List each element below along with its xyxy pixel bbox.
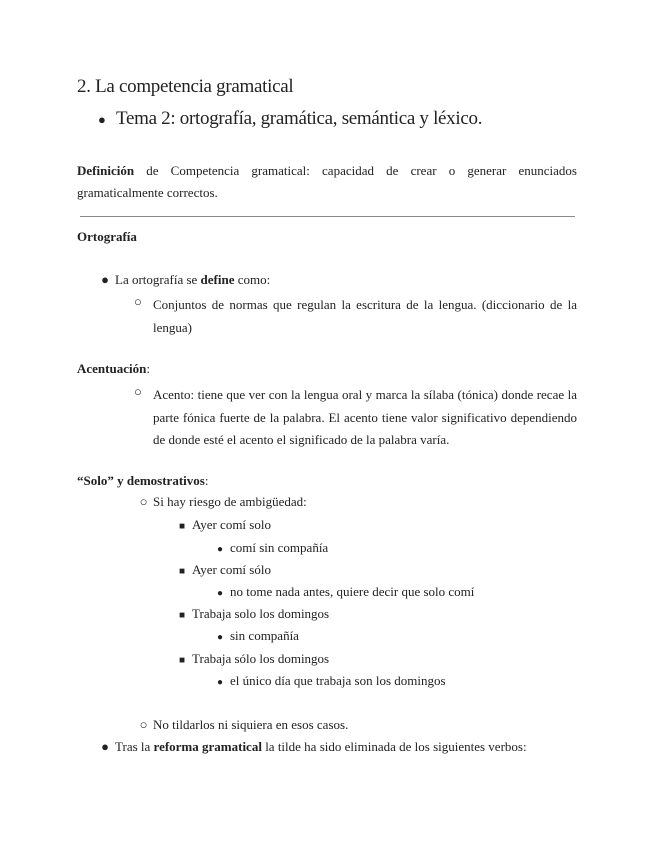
horizontal-divider — [80, 216, 575, 217]
reforma-suffix: la tilde ha sido eliminada de los siguientes verbos: — [261, 739, 527, 754]
acentuacion-sub-bullet: ○ — [134, 384, 142, 399]
risk-bullet: ○ — [139, 494, 148, 509]
example-sentence: Ayer comí sólo — [192, 562, 271, 577]
example-sentence: Ayer comí solo — [192, 517, 271, 532]
meaning-row — [210, 673, 446, 689]
meaning-bullet: ● — [216, 544, 224, 555]
section-heading: 2. La competencia gramatical — [77, 76, 294, 97]
example-sentence: Trabaja solo los domingos — [192, 606, 330, 621]
risk-row — [134, 494, 307, 510]
reforma-list-item — [95, 739, 527, 755]
acentuacion-sub-item: Acento: tiene que ver con la lengua oral y marca la sílaba (tónica) donde recae la parte fónica fuerte de la palabra. El acento tiene valor significativo dependiendo de donde esté el acento el significado de la palabra varía. — [153, 387, 577, 447]
example-meaning: comí sin compañía — [230, 540, 329, 555]
acentuacion-colon: : — [146, 361, 150, 376]
heading-bullet: ● — [98, 112, 106, 127]
topic-heading-row — [98, 108, 482, 130]
meaning-bullet: ● — [216, 588, 224, 599]
ortografia-list-item — [95, 272, 270, 288]
example-meaning: sin compañía — [230, 628, 299, 643]
ortografia-item-prefix: La ortografía se — [115, 272, 201, 287]
square-bullet: ■ — [178, 655, 186, 666]
meaning-row — [210, 540, 328, 556]
reforma-prefix: Tras la — [115, 739, 154, 754]
example-meaning: no tome nada antes, quiere decir que solo comí — [230, 584, 475, 599]
acentuacion-title: Acentuación — [77, 361, 147, 376]
square-bullet: ■ — [178, 566, 186, 577]
definition-term: Definición — [77, 163, 135, 178]
solo-title: “Solo” y demostrativos — [77, 473, 205, 488]
solo-title-row — [77, 473, 208, 489]
example-row — [172, 606, 329, 622]
meaning-bullet: ● — [216, 632, 224, 643]
list-bullet: ● — [101, 739, 109, 754]
no-tilde-bullet: ○ — [139, 717, 148, 732]
example-row — [172, 517, 271, 533]
topic-heading: Tema 2: ortografía, gramática, semántica y léxico. — [116, 108, 483, 129]
ortografia-sub-bullet: ○ — [134, 294, 142, 309]
square-bullet: ■ — [178, 521, 186, 532]
risk-text: Si hay riesgo de ambigüedad: — [153, 494, 307, 509]
definition-paragraph — [77, 160, 577, 204]
ortografia-item-suffix: como: — [234, 272, 271, 287]
reforma-bold: reforma gramatical — [153, 739, 262, 754]
ortografia-title: Ortografía — [77, 229, 137, 244]
acentuacion-title-row — [77, 361, 150, 377]
meaning-row — [210, 584, 474, 600]
example-row — [172, 562, 271, 578]
ortografia-item-bold: define — [200, 272, 235, 287]
example-row — [172, 651, 329, 667]
example-meaning: el único día que trabaja son los domingos — [230, 673, 446, 688]
solo-colon: : — [204, 473, 209, 488]
list-bullet: ● — [101, 272, 109, 287]
example-sentence: Trabaja sólo los domingos — [192, 651, 330, 666]
square-bullet: ■ — [178, 610, 186, 621]
meaning-bullet: ● — [216, 677, 224, 688]
ortografia-sub-item: Conjuntos de normas que regulan la escritura de la lengua. (diccionario de la lengua) — [153, 297, 577, 335]
no-tilde-row — [134, 717, 348, 733]
definition-text: de Competencia gramatical: capacidad de crear o generar enunciados gramaticalmente correctos. — [77, 163, 577, 200]
meaning-row — [210, 628, 299, 644]
no-tilde-text: No tildarlos ni siquiera en esos casos. — [153, 717, 349, 732]
